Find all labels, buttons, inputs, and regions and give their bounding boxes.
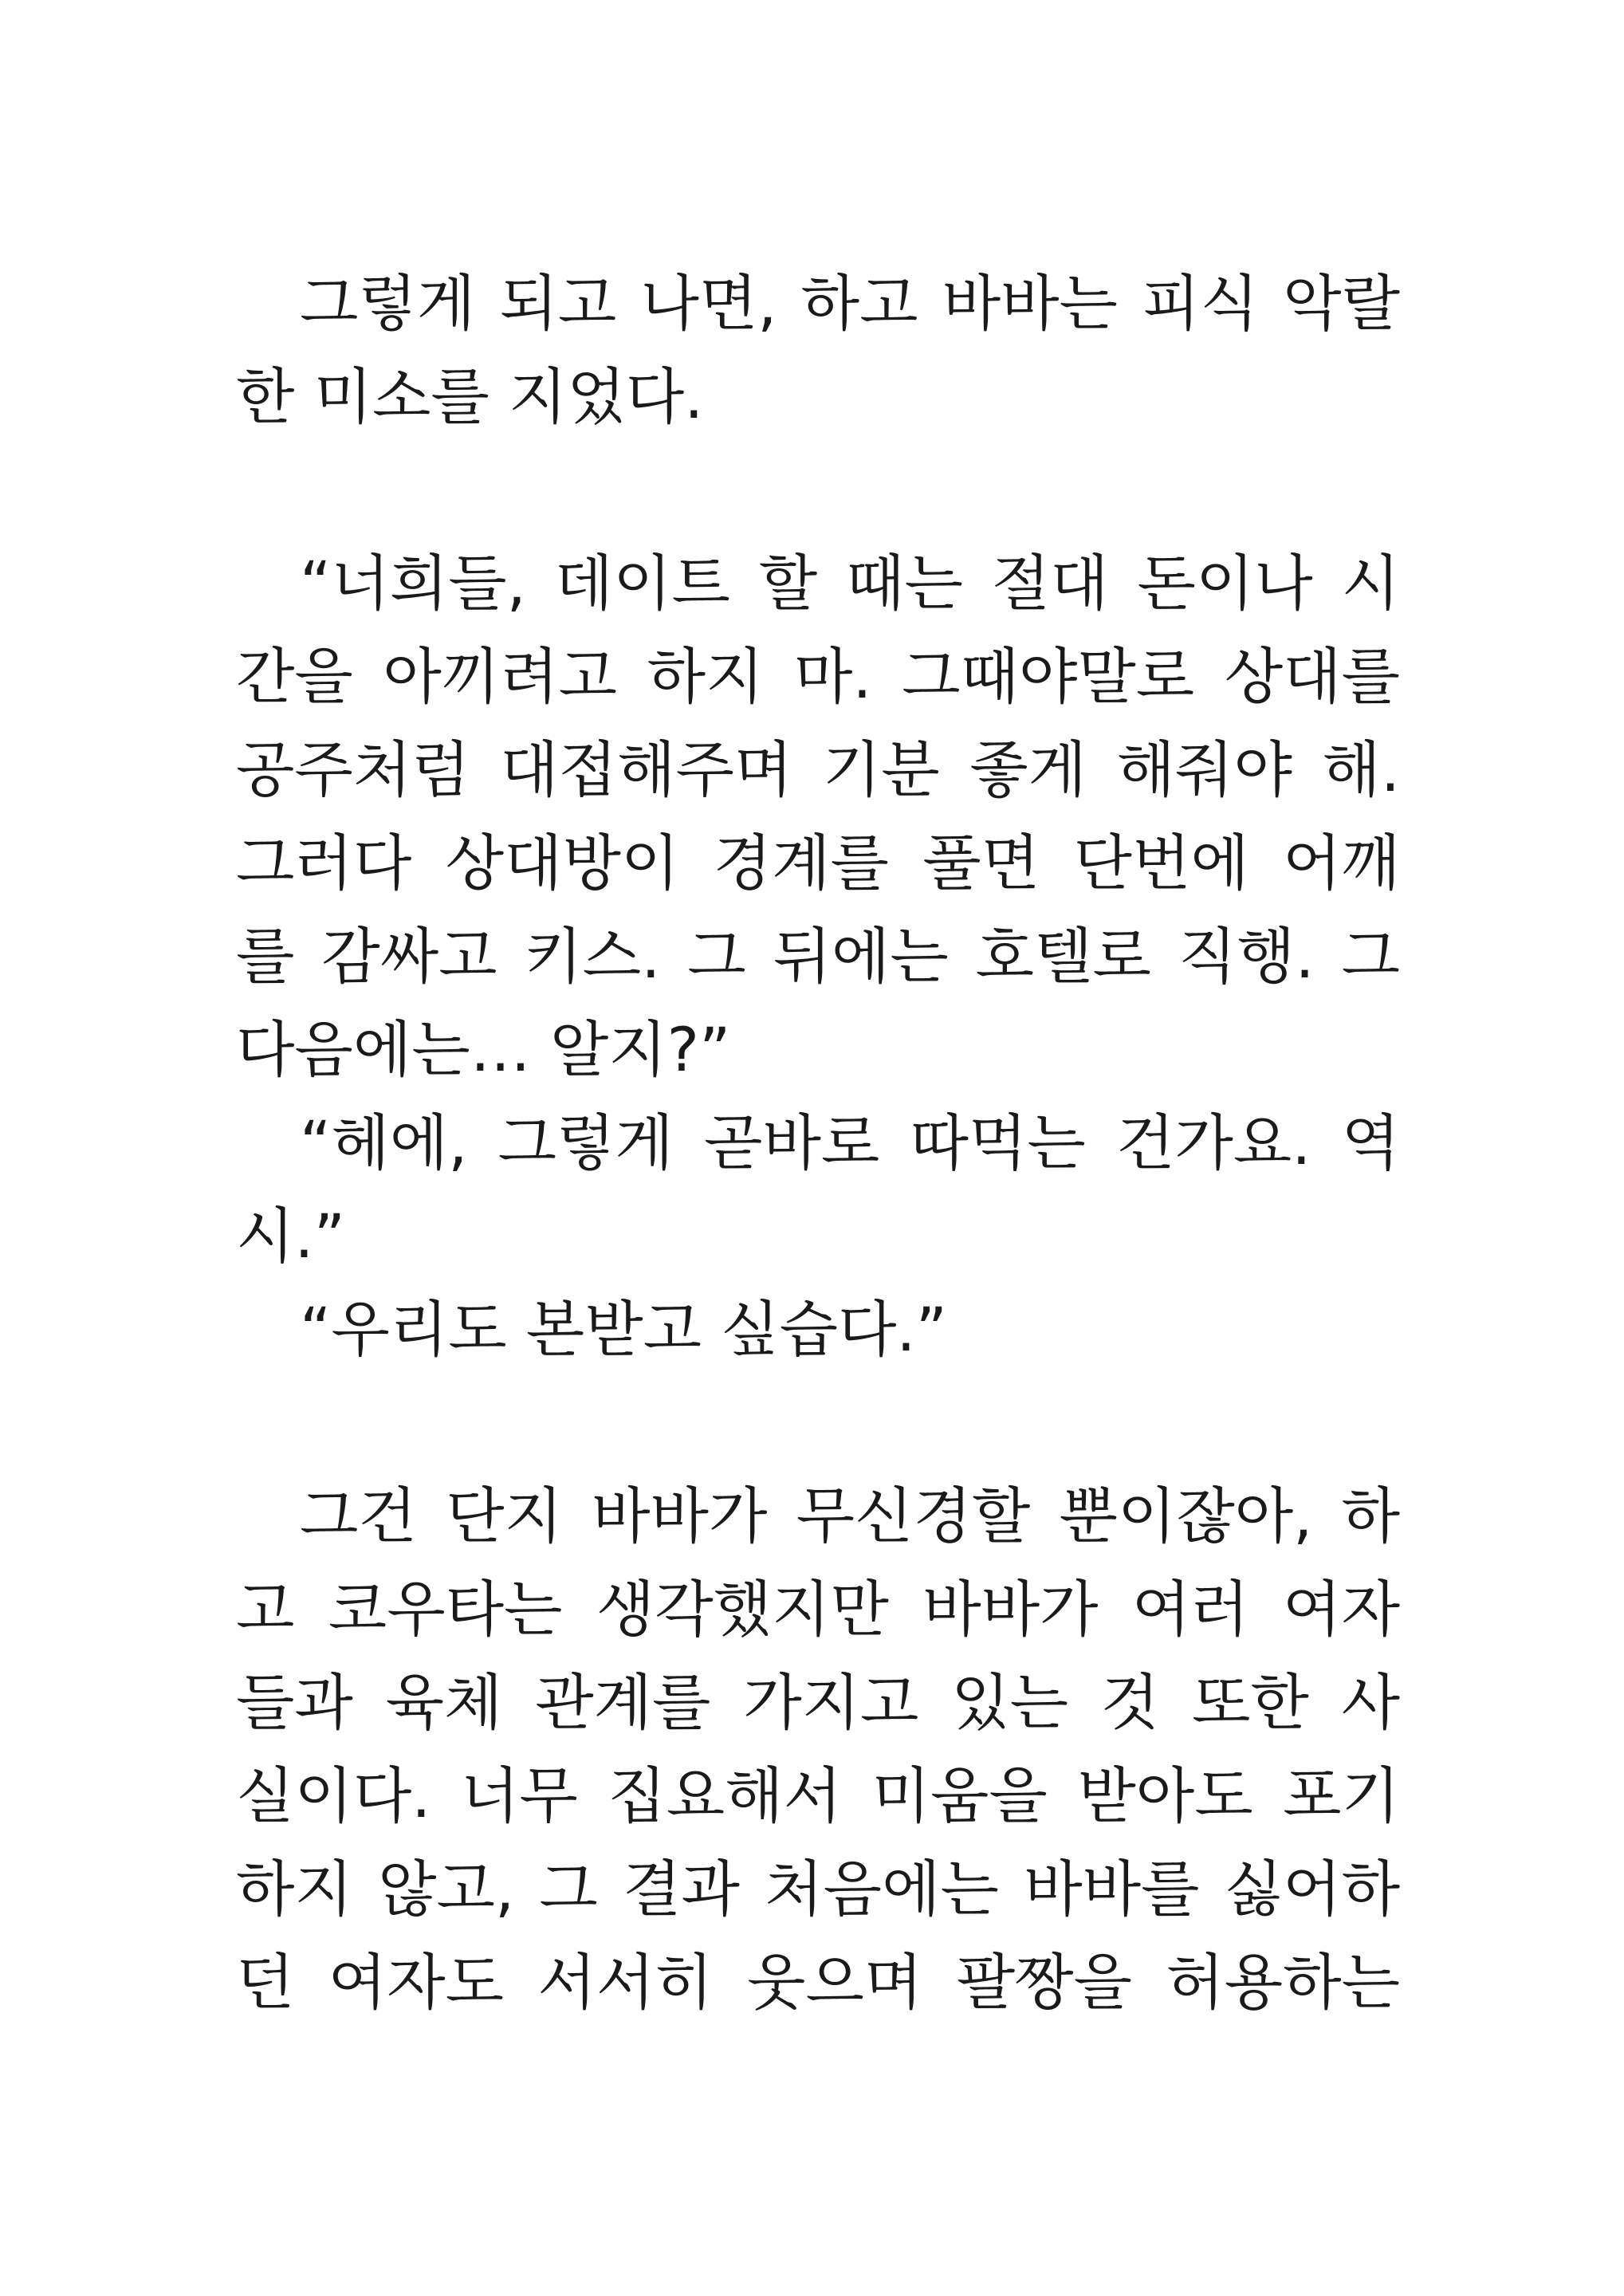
text-line: 들과 육체 관계를 가지고 있는 것 또한 사 bbox=[236, 1667, 1400, 1738]
text-line: 간을 아끼려고 하지 마. 그때야말로 상대를 bbox=[236, 641, 1400, 712]
text-line: 던 여자도 서서히 웃으며 팔짱을 허용하는 bbox=[236, 1947, 1400, 2018]
paragraph-gap bbox=[236, 443, 1400, 537]
text-line: “우리도 본받고 싶습다.” bbox=[300, 1294, 947, 1365]
paragraph-gap bbox=[236, 1376, 1400, 1469]
text-line: 를 감싸고 키스. 그 뒤에는 호텔로 직행. 그 bbox=[236, 921, 1400, 992]
text-line: 실이다. 너무 집요해서 미움을 받아도 포기 bbox=[236, 1760, 1400, 1831]
text-line: 한 미소를 지었다. bbox=[236, 361, 704, 432]
text-line: 다음에는… 알지?” bbox=[236, 1014, 731, 1085]
text-line: 그러다 상대방이 경계를 풀면 단번에 어깨 bbox=[236, 828, 1400, 898]
text-line: 고 코우타는 생각했지만 바바가 여러 여자 bbox=[236, 1574, 1400, 1645]
body-text bbox=[236, 257, 1400, 2029]
text-line: “헤에, 그렇게 곧바로 따먹는 건가요. 역 bbox=[300, 1107, 1400, 1178]
text-line: 공주처럼 대접해주며 기분 좋게 해줘야 해. bbox=[236, 734, 1400, 805]
text-line: 하지 않고, 그 결과 처음에는 바바를 싫어하 bbox=[236, 1854, 1400, 1924]
text-line: “너희들, 데이트 할 때는 절대 돈이나 시 bbox=[300, 548, 1400, 619]
text-line: 시.” bbox=[236, 1201, 345, 1272]
text-line: 그렇게 되고 나면, 하고 바바는 피식 악랄 bbox=[300, 268, 1400, 339]
text-line: 그건 단지 바바가 무신경할 뿐이잖아, 하 bbox=[300, 1480, 1400, 1551]
